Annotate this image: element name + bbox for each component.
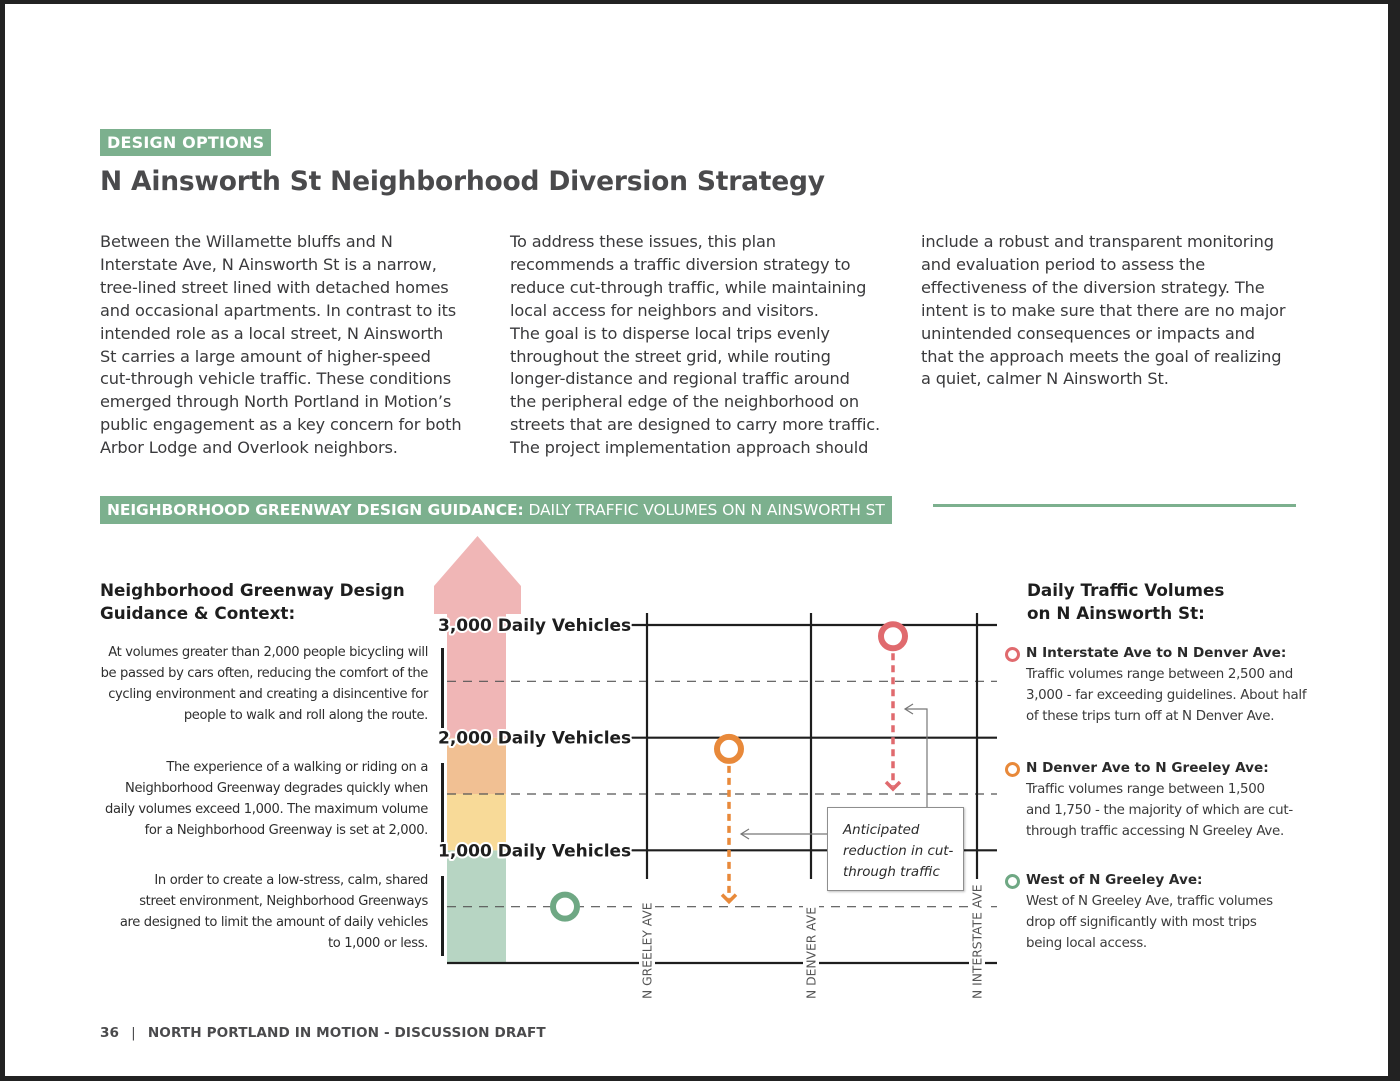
text-line: intent is to make sure that there are no major xyxy=(921,300,1286,320)
text-line: recommends a traffic diversion strategy to xyxy=(510,254,851,274)
legend-item-title: N Interstate Ave to N Denver Ave: xyxy=(1026,645,1287,661)
text-line: a quiet, calmer N Ainsworth St. xyxy=(921,369,1169,389)
page-number: 36 xyxy=(100,1025,120,1041)
legend-heading xyxy=(1027,579,1224,625)
text-line: to 1,000 or less. xyxy=(327,936,428,951)
text-line: streets that are designed to carry more traffic. xyxy=(510,415,881,435)
text-line: public engagement as a key concern for both xyxy=(100,415,462,435)
text-line: Neighborhood Greenway degrades quickly when xyxy=(125,781,428,796)
banner-bold-text: NEIGHBORHOOD GREENWAY DESIGN GUIDANCE: xyxy=(107,501,524,519)
legend-item-body xyxy=(1026,664,1306,727)
text-line: Traffic volumes range between 2,500 and xyxy=(1026,667,1293,682)
text-line: that the approach meets the goal of realizing xyxy=(921,346,1282,366)
text-line: effectiveness of the diversion strategy. The xyxy=(921,277,1265,297)
text-line: and 1,750 - the majority of which are cut- xyxy=(1026,803,1293,818)
footer-title: NORTH PORTLAND IN MOTION - DISCUSSION DRAFT xyxy=(147,1025,546,1041)
text-line: To address these issues, this plan xyxy=(510,232,776,251)
text-line: unintended consequences or impacts and xyxy=(921,323,1255,343)
text-line: Traffic volumes range between 1,500 xyxy=(1026,782,1265,797)
annotation-callout xyxy=(827,807,964,891)
text-line: people to walk and roll along the route. xyxy=(183,708,428,723)
circle-marker-icon xyxy=(1005,647,1020,662)
text-line: West of N Greeley Ave, traffic volumes xyxy=(1026,894,1273,909)
y-tick-label: 1,000 Daily Vehicles xyxy=(438,841,632,862)
text-line: and occasional apartments. In contrast to its xyxy=(100,300,457,320)
callout-line: reduction in cut- xyxy=(843,844,954,859)
circle-marker-icon xyxy=(1005,874,1020,889)
document-page xyxy=(5,4,1388,1076)
callout-leader xyxy=(905,709,927,807)
y-tick-label: 3,000 Daily Vehicles xyxy=(438,616,632,636)
section-tag: DESIGN OPTIONS xyxy=(100,129,271,156)
text-line: Arbor Lodge and Overlook neighbors. xyxy=(100,438,398,458)
text-line: for a Neighborhood Greenway is set at 2,000. xyxy=(144,823,428,838)
text-line: 3,000 - far exceeding guidelines. About half xyxy=(1026,688,1307,703)
text-line: longer-distance and regional traffic around xyxy=(510,369,850,389)
page-title: N Ainsworth St Neighborhood Diversion Strategy xyxy=(100,166,825,197)
legend-item-title: West of N Greeley Ave: xyxy=(1026,872,1203,888)
text-line: The experience of a walking or riding on a xyxy=(166,760,428,775)
text-line: are designed to limit the amount of daily vehicles xyxy=(119,915,428,930)
text-line: intended role as a local street, N Ainsworth xyxy=(100,323,444,343)
street-label: N DENVER AVE xyxy=(804,907,819,999)
text-line: include a robust and transparent monitoring xyxy=(921,232,1274,251)
text-line: throughout the street grid, while routing xyxy=(510,346,831,366)
text-line: emerged through North Portland in Motion’s xyxy=(100,392,452,412)
text-line: The project implementation approach should xyxy=(510,438,869,458)
text-line: be passed by cars often, reducing the comfort of the xyxy=(100,666,428,681)
y-tick-label: 2,000 Daily Vehicles xyxy=(438,728,632,749)
street-label: N INTERSTATE AVE xyxy=(970,884,985,999)
text-line: St carries a large amount of higher-speed xyxy=(100,346,431,366)
text-line: street environment, Neighborhood Greenways xyxy=(139,894,428,909)
page-footer xyxy=(100,1025,546,1041)
text-line: Interstate Ave, N Ainsworth St is a narrow, xyxy=(100,254,437,274)
text-line: and evaluation period to assess the xyxy=(921,254,1206,274)
data-point xyxy=(717,737,741,761)
data-point xyxy=(881,624,905,648)
banner-regular-text: DAILY TRAFFIC VOLUMES ON N AINSWORTH ST xyxy=(523,501,885,519)
arrow-up-icon xyxy=(434,536,521,625)
text-line: local access for neighbors and visitors. xyxy=(510,300,819,320)
text-line: the peripheral edge of the neighborhood on xyxy=(510,392,860,412)
text-line: cut-through vehicle traffic. These conditions xyxy=(100,369,452,389)
legend-heading-line: Daily Traffic Volumes xyxy=(1027,580,1225,600)
street-label: N GREELEY AVE xyxy=(640,902,655,999)
text-line: daily volumes exceed 1,000. The maximum volume xyxy=(104,802,428,817)
legend-heading-line: on N Ainsworth St: xyxy=(1027,603,1205,623)
text-line: At volumes greater than 2,000 people bicycling will xyxy=(108,645,428,660)
text-line: being local access. xyxy=(1026,936,1147,951)
text-line: Between the Willamette bluffs and N xyxy=(100,232,393,251)
callout-line: through traffic xyxy=(843,865,940,880)
legend-item-title: N Denver Ave to N Greeley Ave: xyxy=(1026,760,1269,776)
legend-item-body xyxy=(1026,779,1293,842)
callout-line: Anticipated xyxy=(843,823,920,838)
text-line: In order to create a low-stress, calm, shared xyxy=(154,873,428,888)
text-line: drop off significantly with most trips xyxy=(1026,915,1257,930)
text-line: The goal is to disperse local trips evenly xyxy=(510,323,830,343)
text-line: through traffic accessing N Greeley Ave. xyxy=(1026,824,1284,839)
circle-marker-icon xyxy=(1005,762,1020,777)
footer-separator: | xyxy=(131,1025,136,1041)
text-line: of these trips turn off at N Denver Ave. xyxy=(1026,709,1275,724)
legend-item-body xyxy=(1026,891,1273,954)
text-line: cycling environment and creating a disincentive for xyxy=(108,687,428,702)
guidance-heading-line: Neighborhood Greenway Design xyxy=(100,580,405,600)
text-line: reduce cut-through traffic, while maintaining xyxy=(510,277,867,297)
data-point xyxy=(553,895,577,919)
text-line: tree-lined street lined with detached homes xyxy=(100,277,449,297)
guidance-heading-line: Guidance & Context: xyxy=(100,603,296,623)
